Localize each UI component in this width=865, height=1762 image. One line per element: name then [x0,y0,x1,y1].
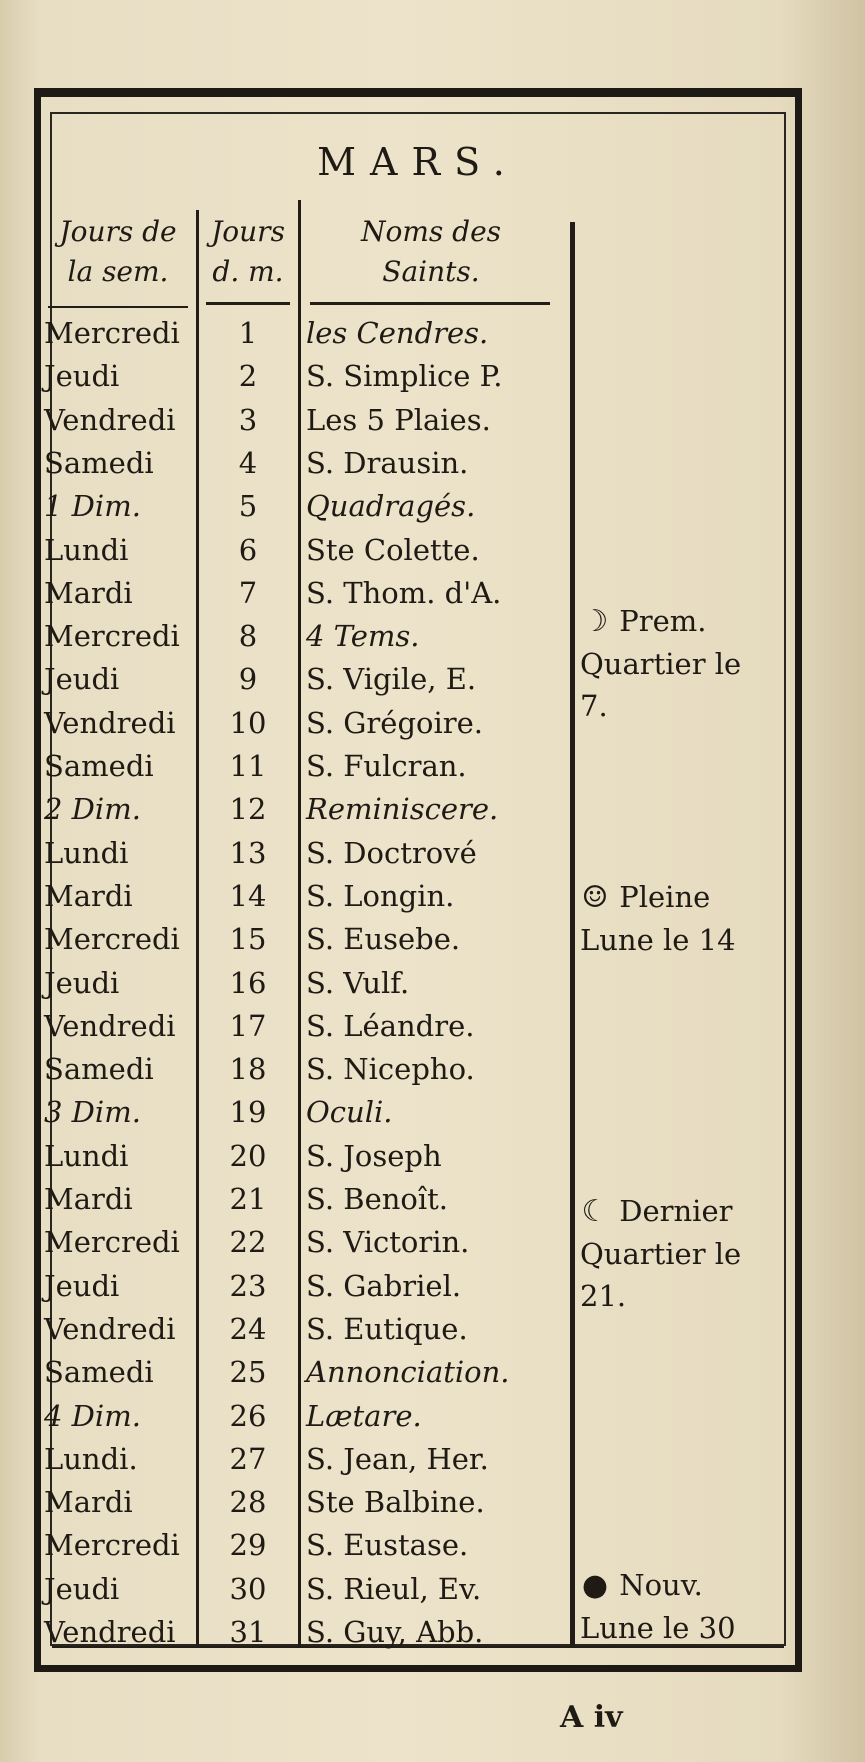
weekday-cell: Mardi [44,575,133,610]
weekday-cell: Samedi [44,1355,154,1390]
saint-cell: S. Victorin. [306,1225,470,1260]
weekday-cell: 4 Dim. [44,1398,141,1433]
saint-cell: S. Eutique. [306,1311,468,1346]
saint-cell: S. Rieul, Ev. [306,1571,482,1606]
table-row [0,1135,865,1178]
moon-phase-label: Lune le 14 [580,923,736,957]
moon-phase-full [580,876,775,961]
day-number-cell: 30 [229,1571,267,1606]
day-number-cell: 17 [229,1008,267,1043]
weekday-cell: Mercredi [44,316,180,350]
saint-cell: Annonciation. [306,1355,510,1390]
day-number-cell: 13 [229,835,267,870]
last-quarter-moon-icon: ☾ [581,1194,609,1229]
table-row [0,962,865,1005]
day-number-cell: 8 [238,619,258,654]
new-moon-icon: ● [581,1568,609,1603]
saint-cell: S. Gabriel. [306,1268,462,1303]
weekday-cell: Mardi [44,1485,133,1520]
table-row [0,745,865,788]
saint-cell: Oculi. [306,1095,393,1130]
saint-cell: S. Léandre. [306,1008,475,1043]
day-number-cell: 6 [238,532,258,567]
saint-cell: S. Vigile, E. [306,662,477,697]
day-number-cell: 5 [238,489,258,524]
day-number-cell: 12 [229,792,267,827]
header-rule-weekday [48,306,188,308]
saint-cell: S. Guy, Abb. [306,1615,484,1649]
moon-phase-first-quarter [580,600,775,727]
day-number-cell: 9 [238,662,258,697]
weekday-cell: Samedi [44,1052,154,1087]
moon-phase-label: Quartier le [580,1237,742,1271]
day-number-cell: 2 [238,359,258,394]
header-saints-line2: Saints. [382,255,480,288]
day-number-cell: 20 [229,1138,267,1173]
moon-phase-label: 7. [580,689,608,723]
weekday-cell: Vendredi [44,1008,176,1043]
day-number-cell: 15 [229,922,267,957]
saint-cell: S. Simplice P. [306,359,503,394]
day-number-cell: 27 [229,1441,267,1476]
day-number-cell: 18 [229,1052,267,1087]
weekday-cell: 3 Dim. [44,1095,141,1130]
day-number-cell: 21 [229,1182,267,1216]
saint-cell: Reminiscere. [306,792,499,827]
day-number-cell: 14 [229,878,267,913]
table-row [0,529,865,572]
weekday-cell: Samedi [44,749,154,783]
header-weekday-line2: la sem. [67,255,169,288]
header-daynum-line1: Jours [211,215,285,248]
header-saints-line1: Noms des [360,215,502,248]
table-row [0,1395,865,1438]
weekday-cell: Mercredi [44,1225,180,1260]
weekday-cell: Mercredi [44,619,180,654]
saint-cell: S. Jean, Her. [306,1441,489,1476]
saint-cell: S. Vulf. [306,965,410,1000]
moon-phase-label: Pleine [619,880,711,914]
moon-phase-label: Lune le 30 [580,1611,736,1645]
day-number-cell: 10 [229,705,267,740]
weekday-cell: Mardi [44,878,133,913]
saint-cell: S. Joseph [306,1138,442,1173]
table-row [0,442,865,485]
saint-cell: S. Thom. d'A. [306,575,502,610]
table-row [0,312,865,355]
weekday-cell: Mercredi [44,922,180,957]
table-row [0,1481,865,1524]
weekday-cell: Lundi [44,835,129,870]
weekday-cell: Jeudi [44,359,120,394]
day-number-cell: 19 [229,1095,267,1130]
weekday-cell: Vendredi [44,402,176,437]
saint-cell: Les 5 Plaies. [306,402,491,437]
day-number-cell: 25 [229,1355,267,1390]
day-number-cell: 29 [229,1528,267,1563]
table-row [0,485,865,528]
moon-phase-label: Nouv. [619,1568,703,1602]
weekday-cell: Jeudi [44,1268,120,1303]
day-number-cell: 28 [229,1485,267,1520]
weekday-cell: Mardi [44,1182,133,1216]
first-quarter-moon-icon: ☽ [581,604,609,639]
day-number-cell: 11 [229,749,267,783]
day-number-cell: 26 [229,1398,267,1433]
table-row [0,1524,865,1567]
day-number-cell: 31 [229,1615,267,1649]
signature-mark: A iv [560,1700,623,1735]
table-row [0,399,865,442]
weekday-cell: Lundi [44,1138,129,1173]
table-row [0,1351,865,1394]
weekday-cell: 1 Dim. [44,489,141,524]
header-rule-daynum [206,302,290,305]
day-number-cell: 23 [229,1268,267,1303]
day-number-cell: 1 [238,316,258,350]
weekday-cell: Lundi. [44,1441,138,1476]
table-row [0,1005,865,1048]
saint-cell: Ste Balbine. [306,1485,485,1520]
table-row [0,788,865,831]
weekday-cell: Lundi [44,532,129,567]
saint-cell: S. Eusebe. [306,922,461,957]
weekday-cell: Mercredi [44,1528,180,1563]
weekday-cell: Vendredi [44,1615,176,1649]
header-weekday [40,212,196,292]
saint-cell: S. Longin. [306,878,455,913]
moon-phase-new [580,1564,775,1649]
header-daynum [200,212,296,292]
saint-cell: Lætare. [306,1398,422,1433]
month-title: MARS. [317,140,519,184]
weekday-cell: Vendredi [44,705,176,740]
weekday-cell: Jeudi [44,965,120,1000]
moon-phase-label: Quartier le [580,647,742,681]
weekday-cell: Jeudi [44,662,120,697]
day-number-cell: 3 [238,402,258,437]
table-row [0,832,865,875]
table-row [0,1048,865,1091]
saint-cell: S. Benoît. [306,1182,449,1216]
day-number-cell: 22 [229,1225,267,1260]
saint-cell: 4 Tems. [306,619,420,654]
header-rule-saints [310,302,550,305]
saint-cell: S. Nicepho. [306,1052,475,1087]
header-daynum-line2: d. m. [212,255,284,288]
day-number-cell: 7 [238,575,258,610]
table-row [0,1091,865,1134]
full-moon-icon: ☺ [581,880,609,915]
weekday-cell: Samedi [44,445,154,480]
day-number-cell: 16 [229,965,267,1000]
table-row [0,355,865,398]
saint-cell: Ste Colette. [306,532,480,567]
table-row [0,1438,865,1481]
saint-cell: les Cendres. [306,316,489,350]
saint-cell: Quadragés. [306,489,476,524]
day-number-cell: 24 [229,1311,267,1346]
header-saints [306,212,556,292]
saint-cell: S. Grégoire. [306,705,484,740]
moon-phase-label: Dernier [619,1194,733,1228]
moon-phase-label: Prem. [619,604,707,638]
saint-cell: S. Doctrové [306,835,477,870]
weekday-cell: Vendredi [44,1311,176,1346]
saint-cell: S. Drausin. [306,445,469,480]
saint-cell: S. Eustase. [306,1528,469,1563]
header-weekday-line1: Jours de [59,215,177,248]
moon-phase-label: 21. [580,1279,627,1313]
saint-cell: S. Fulcran. [306,749,467,783]
weekday-cell: 2 Dim. [44,792,141,827]
weekday-cell: Jeudi [44,1571,120,1606]
moon-phase-last-quarter [580,1190,775,1317]
day-number-cell: 4 [238,445,258,480]
